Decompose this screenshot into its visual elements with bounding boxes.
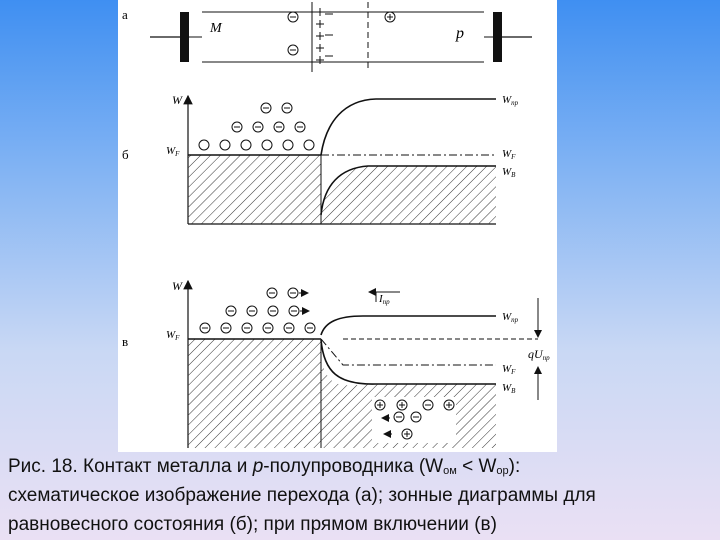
wf-left-label-c: WF	[166, 329, 180, 342]
band-diagram-svg	[118, 0, 557, 452]
metal-label: M	[210, 21, 222, 36]
semiconductor-label: p	[456, 25, 464, 42]
current-label: Iпр	[379, 293, 390, 306]
right-electrode	[493, 12, 502, 62]
panel-b-label: б	[122, 147, 129, 162]
figure-caption	[8, 452, 714, 539]
valence-filled-states-b	[321, 166, 496, 224]
band-diagram-figure	[118, 0, 557, 452]
electron-distribution-b	[199, 103, 314, 150]
wf-right-label-c: WF	[502, 363, 516, 376]
hole-distribution-c	[372, 397, 456, 443]
left-electrode	[180, 12, 189, 62]
panel-b	[122, 93, 519, 224]
panel-a	[122, 2, 532, 72]
valence-band-edge-c	[321, 340, 496, 384]
wc-label-c: Wпр	[502, 311, 519, 324]
conduction-band-edge-c	[321, 316, 496, 335]
caption-line-3: равновесного состояния (б); при прямом включении (в)	[8, 514, 497, 535]
wf-left-label-b: WF	[166, 145, 180, 158]
caption-line-1: Рис. 18. Контакт металла и p-полупроводника $(W_{ом} < W_{ор})$:	[8, 456, 521, 477]
acceptor-negative-charges	[325, 14, 333, 56]
w-axis-label-b: W	[172, 93, 182, 107]
metal-electron-charges	[288, 12, 298, 55]
w-axis-label-c: W	[172, 279, 182, 293]
panel-c	[122, 279, 550, 448]
bias-energy-label: qUпр	[528, 347, 550, 362]
wv-label-c: WВ	[502, 382, 516, 395]
hole-charge	[385, 12, 395, 22]
quasi-fermi-level-c	[321, 339, 496, 365]
wv-label-b: WВ	[502, 166, 516, 179]
panel-c-label: в	[122, 334, 129, 349]
wc-label-b: Wпр	[502, 94, 519, 107]
metal-filled-states-b	[188, 155, 321, 224]
wf-right-label-b: WF	[502, 148, 516, 161]
electron-distribution-c	[200, 288, 315, 333]
panel-a-label: а	[122, 7, 128, 22]
conduction-band-edge-b	[321, 99, 496, 155]
caption-line-2: схематическое изображение перехода (а); зонные диаграммы для	[8, 485, 596, 506]
metal-filled-states-c	[188, 339, 321, 448]
interface-positive-charges	[316, 8, 324, 64]
